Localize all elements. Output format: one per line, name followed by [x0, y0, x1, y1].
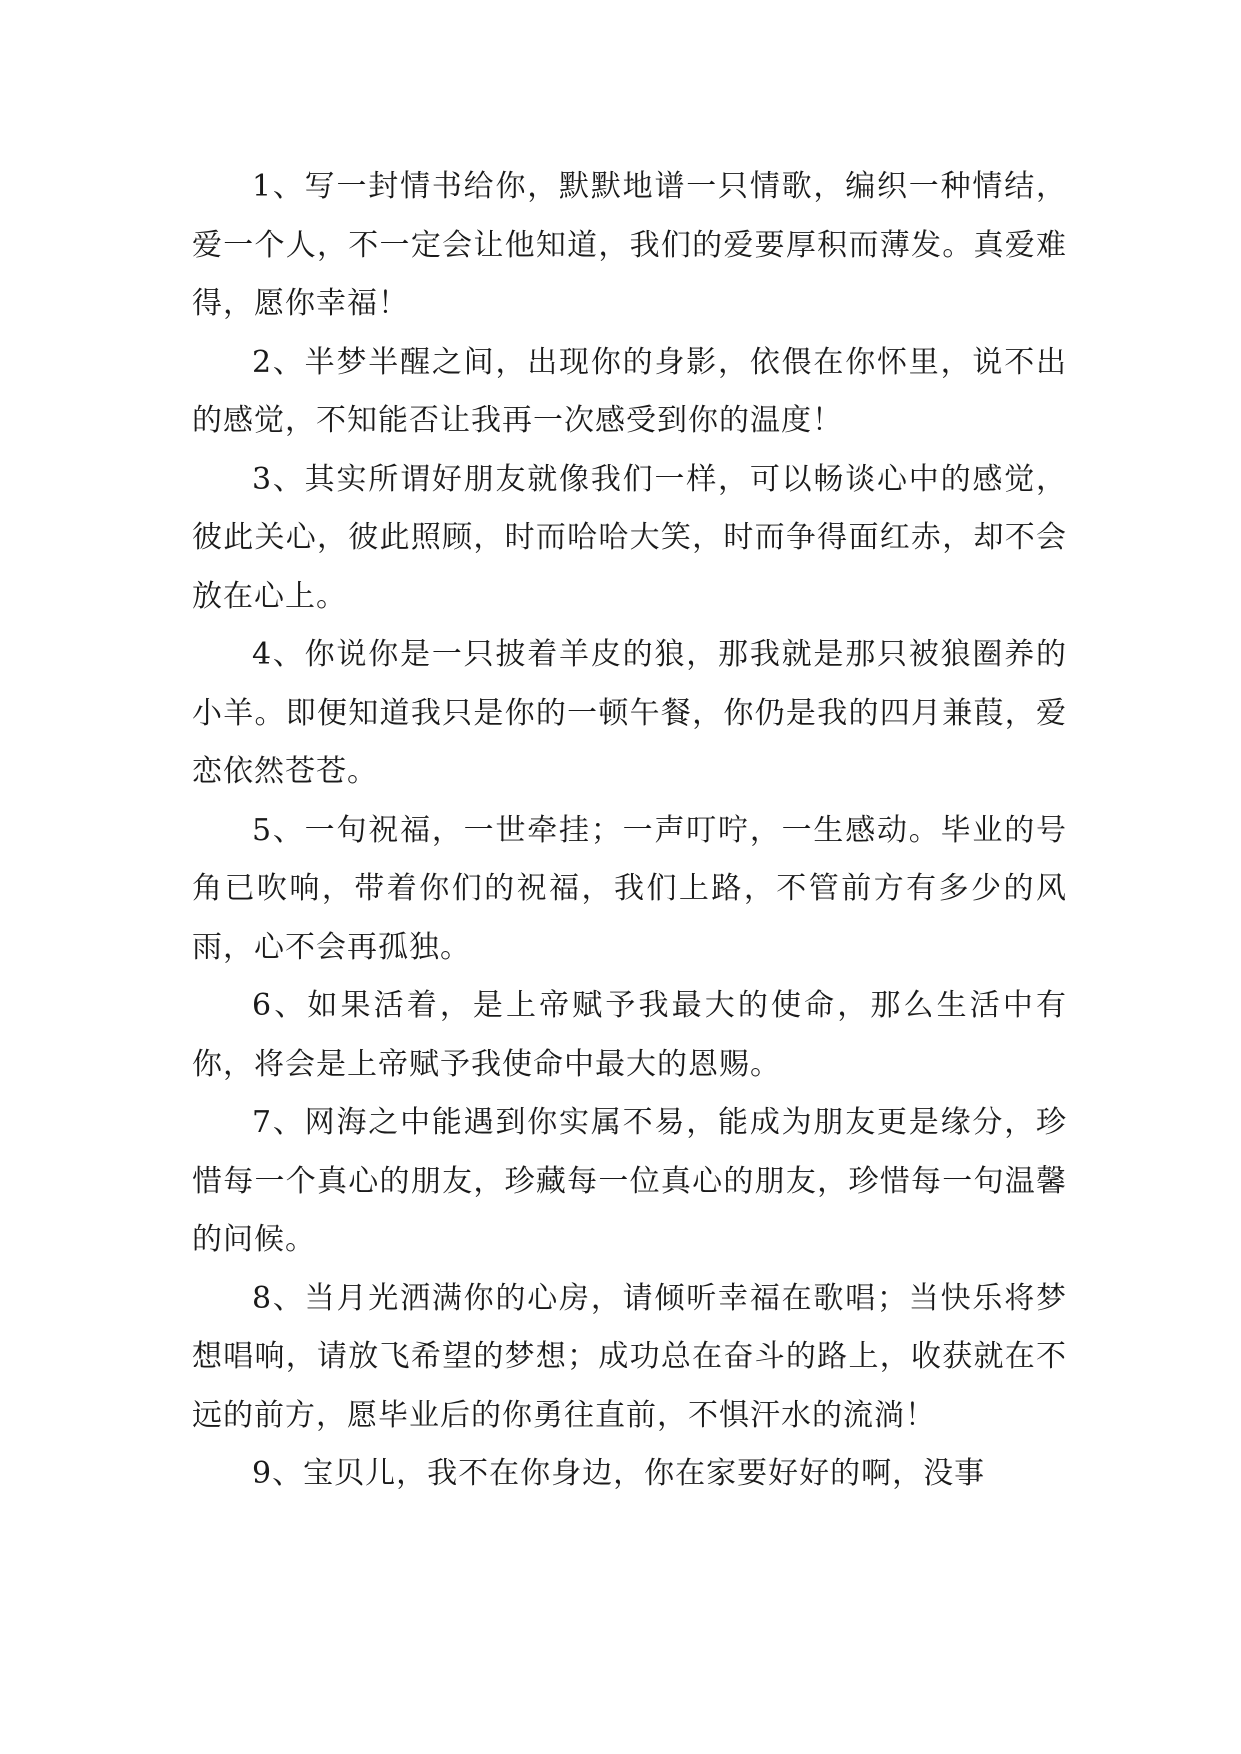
- paragraph-8: 8、当月光洒满你的心房，请倾听幸福在歌唱；当快乐将梦想唱响，请放飞希望的梦想；成功总在奋斗的路上，收获就在不远的前方，愿毕业后的你勇往直前，不惧汗水的流淌！: [192, 1280, 1067, 1433]
- paragraph-7: 7、网海之中能遇到你实属不易，能成为朋友更是缘分，珍惜每一个真心的朋友，珍藏每一位真心的朋友，珍惜每一句温馨的问候。: [192, 1105, 1067, 1257]
- paragraph-3: 3、其实所谓好朋友就像我们一样，可以畅谈心中的感觉，彼此关心，彼此照顾，时而哈哈大笑，时而争得面红赤，却不会放在心上。: [192, 461, 1067, 614]
- paragraph-2: 2、半梦半醒之间，出现你的身影，依偎在你怀里，说不出的感觉，不知能否让我再一次感受到你的温度！: [192, 344, 1067, 438]
- paragraph-4: 4、你说你是一只披着羊皮的狼，那我就是那只被狼圈养的小羊。即便知道我只是你的一顿午餐，你仍是我的四月兼葭，爱恋依然苍苍。: [192, 637, 1067, 789]
- document-body: [192, 158, 1067, 1504]
- paragraph-1: 1、写一封情书给你，默默地谱一只情歌，编织一种情结，爱一个人，不一定会让他知道，我们的爱要厚积而薄发。真爱难得，愿你幸福！: [192, 169, 1067, 321]
- paragraph-6: 6、如果活着，是上帝赋予我最大的使命，那么生活中有你，将会是上帝赋予我使命中最大的恩赐。: [192, 988, 1067, 1082]
- paragraph-5: 5、一句祝福，一世牵挂；一声叮咛，一生感动。毕业的号角已吹响，带着你们的祝福，我们上路，不管前方有多少的风雨，心不会再孤独。: [192, 812, 1067, 965]
- paragraph-9: 9、宝贝儿，我不在你身边，你在家要好好的啊，没事: [252, 1456, 986, 1491]
